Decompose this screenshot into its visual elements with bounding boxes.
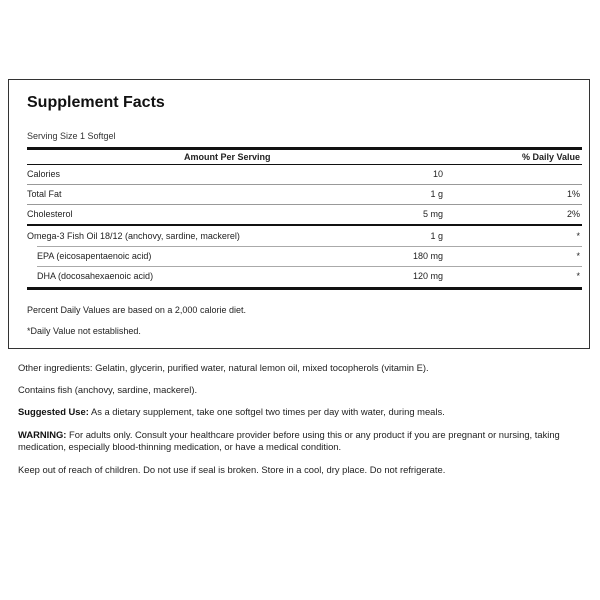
nutrient-daily-value: 1% [566, 189, 580, 199]
nutrient-label: Cholesterol [27, 209, 73, 219]
nutrient-row-cholesterol [9, 206, 589, 223]
supplement-facts-panel [8, 79, 590, 349]
suggested-use [18, 406, 578, 418]
warning-label: WARNING: [18, 429, 67, 440]
nutrient-row-omega3 [9, 228, 589, 245]
warning [18, 429, 578, 453]
other-ingredients: Other ingredients: Gelatin, glycerin, purified water, natural lemon oil, mixed tocopherols (vitamin E). [18, 362, 429, 373]
nutrient-daily-value: * [576, 271, 580, 281]
allergen-statement: Contains fish (anchovy, sardine, mackerel). [18, 384, 198, 395]
nutrient-label: Total Fat [27, 189, 62, 199]
warning-text: For adults only. Consult your healthcare provider before using this or any product if you are pregnant or nursing, taking medication, especially blood-thinning medication, or have a medical condition. [18, 429, 560, 452]
footnote-percent-daily: Percent Daily Values are based on a 2,000 calorie diet. [27, 305, 246, 315]
header-daily-value: % Daily Value [521, 152, 580, 162]
nutrient-label: Omega-3 Fish Oil 18/12 (anchovy, sardine, mackerel) [27, 231, 240, 241]
nutrient-row-calories [9, 166, 589, 183]
nutrient-label: Calories [27, 169, 61, 179]
serving-size: Serving Size 1 Softgel [27, 131, 116, 141]
storage-instructions: Keep out of reach of children. Do not use if seal is broken. Store in a cool, dry place. Do not refrigerate. [18, 464, 446, 475]
nutrient-row-epa [9, 248, 589, 265]
nutrient-daily-value: 2% [566, 209, 580, 219]
thick-divider-bottom [27, 287, 582, 290]
nutrient-label: EPA (eicosapentaenoic acid) [37, 251, 152, 261]
panel-title: Supplement Facts [27, 94, 165, 111]
footnote-daily-value-not-established: *Daily Value not established. [27, 326, 141, 336]
nutrient-amount: 1 g [430, 231, 443, 241]
nutrient-amount: 5 mg [422, 209, 443, 219]
nutrient-daily-value: * [576, 231, 580, 241]
nutrient-amount: 180 mg [412, 251, 443, 261]
nutrient-daily-value: * [576, 251, 580, 261]
thick-divider-mid [27, 224, 582, 226]
nutrient-amount: 1 g [430, 189, 443, 199]
suggested-use-text: As a dietary supplement, take one softgel two times per day with water, during meals. [88, 406, 445, 417]
nutrient-label: DHA (docosahexaenoic acid) [37, 271, 154, 281]
header-divider [27, 164, 582, 165]
header-amount-per-serving: Amount Per Serving [184, 152, 271, 162]
nutrient-amount: 10 [432, 169, 443, 179]
nutrient-row-total-fat [9, 186, 589, 203]
nutrient-amount: 120 mg [412, 271, 443, 281]
row-divider [37, 246, 582, 247]
row-divider [27, 184, 582, 185]
row-divider [27, 204, 582, 205]
nutrient-row-dha [9, 268, 589, 285]
row-divider [37, 266, 582, 267]
suggested-use-label: Suggested Use: [18, 406, 89, 417]
thick-divider-top [27, 147, 582, 150]
